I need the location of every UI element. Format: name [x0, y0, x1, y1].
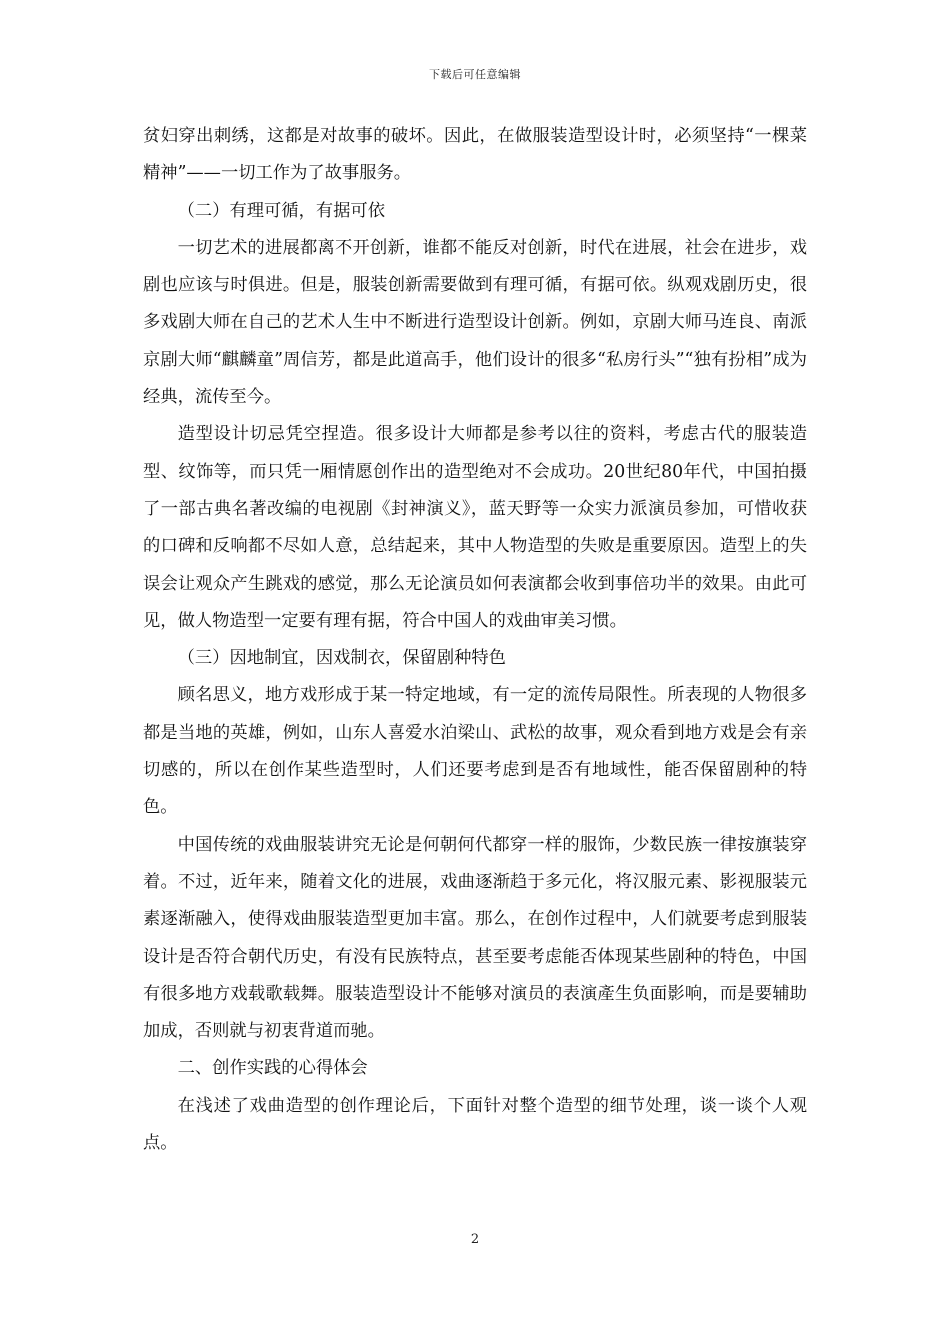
document-body [143, 118, 807, 1162]
section-heading-3: （三）因地制宜，因戏制衣，保留剧种特色 [177, 648, 506, 669]
paragraph: 造型设计切忌凭空捏造。很多设计大师都是参考以往的资料，考虑古代的服装造型、纹饰等，而只凭一厢情愿创作出的造型绝对不会成功。20世纪80年代，中国拍摄了一部古典名著改编的电视剧《封神演义》，蓝天野等一众实力派演员参加，可惜收获的口碑和反响都不尽如人意，总结起来，其中人物造型的失败是重要原因。造型上的失误会让观众产生跳戏的感觉，那么无论演员如何表演都会收到事倍功半的效果。由此可见，做人物造型一定要有理有据，符合中国人的戏曲审美习惯。 [143, 424, 807, 631]
section-heading-2: （二）有理可循，有据可依 [177, 200, 385, 221]
paragraph: 一切艺术的进展都离不开创新，谁都不能反对创新，时代在进展，社会在进步，戏剧也应该与时俱进。但是，服装创新需要做到有理可循，有据可依。纵观戏剧历史，很多戏剧大师在自己的艺术人生中不断进行造型设计创新。例如，京剧大师马连良、南派京剧大师“麒麟童”周信芳，都是此道高手，他们设计的很多“私房行头”“独有扮相”成为经典，流传至今。 [143, 237, 807, 408]
paragraph: 顾名思义，地方戏形成于某一特定地域，有一定的流传局限性。所表现的人物很多都是当地的英雄，例如，山东人喜爱水泊梁山、武松的故事，观众看到地方戏是会有亲切感的，所以在创作某些造型时，人们还要考虑到是否有地域性，能否保留剧种的特色。 [143, 685, 807, 818]
paragraph: 中国传统的戏曲服装讲究无论是何朝何代都穿一样的服饰，少数民族一律按旗装穿着。不过，近年来，随着文化的进展，戏曲逐渐趋于多元化，将汉服元素、影视服装元素逐渐融入，使得戏曲服装造型更加丰富。那么，在创作过程中，人们就要考虑到服装设计是否符合朝代历史，有没有民族特点，甚至要考虑能否体现某些剧种的特色，中国有很多地方戏载歌载舞。服装造型设计不能够对演员的表演產生负面影响，而是要辅助加成，否则就与初衷背道而驰。 [143, 834, 807, 1042]
paragraph-continuation: 贫妇穿出刺绣，这都是对故事的破坏。因此，在做服装造型设计时，必须坚持“一棵菜精神”——一切工作为了故事服务。 [143, 126, 807, 184]
page-header-note: 下载后可任意编辑 [429, 68, 521, 81]
page-number: 2 [470, 1232, 480, 1247]
paragraph: 在浅述了戏曲造型的创作理论后，下面针对整个造型的细节处理，谈一谈个人观点。 [143, 1095, 807, 1154]
chapter-heading: 二、创作实践的心得体会 [177, 1058, 368, 1079]
